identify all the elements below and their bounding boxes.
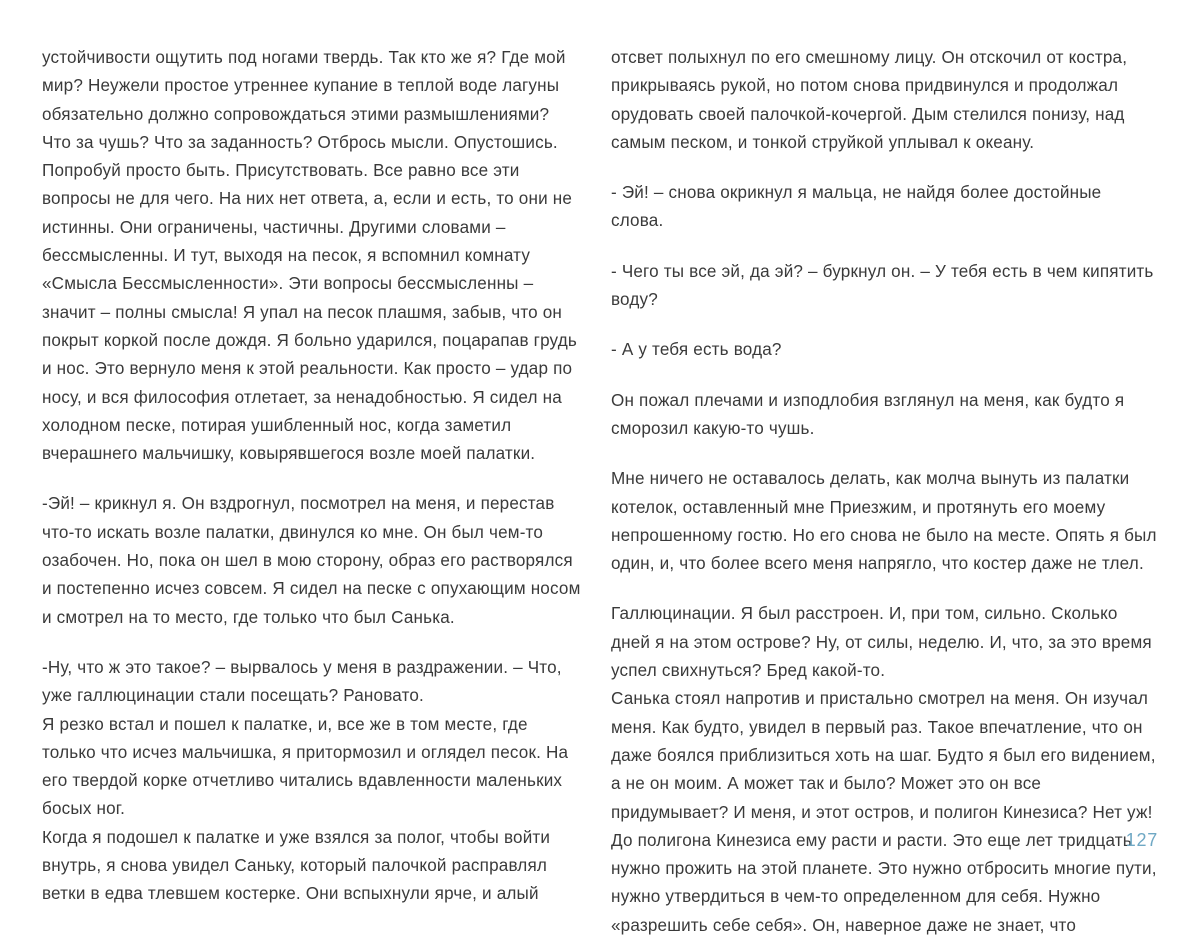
paragraph: Галлюцинации. Я был расстроен. И, при том, сильно. Сколько дней я на этом острове? Ну, от силы, неделю. И, что, за это время успел свихнуться? Бред какой-то.	[611, 604, 1152, 681]
paragraph: -Ну, что ж это такое? – вырвалось у меня в раздражении. – Что, уже галлюцинации стали посещать? Рановато.	[42, 657, 562, 706]
paragraph: Когда я подошел к палатке и уже взялся за полог, чтобы войти внутрь, я снова увидел Саньку, который палочкой расправлял ветки в едва тлевшем костерке. Они вспыхнули ярче, и алый	[42, 827, 551, 904]
right-text-column	[611, 44, 1158, 940]
paragraph: - А у тебя есть вода?	[611, 340, 782, 360]
paragraph: отсвет полыхнул по его смешному лицу. Он отскочил от костра, прикрываясь рукой, но потом снова придвинулся и продолжал орудовать своей палочкой-кочергой. Дым стелился понизу, над самым песком, и тонкой струйкой уплывал к океану.	[611, 48, 1128, 152]
page-number: 127	[1125, 830, 1158, 850]
paragraph: - Чего ты все эй, да эй? – буркнул он. – У тебя есть в чем кипятить воду?	[611, 261, 1154, 310]
paragraph: Мне ничего не оставалось делать, как молча вынуть из палатки котелок, оставленный мне Приезжим, и протянуть его моему непрошенному гостю. Но его снова не было на месте. Опять я был один, и, что более всего меня напрягло, что костер даже не тлел.	[611, 469, 1157, 574]
paragraph: -Эй! – крикнул я. Он вздрогнул, посмотрел на меня, и перестав что-то искать возле палатки, двинулся ко мне. Он был чем-то озабочен. Но, пока он шел в мою сторону, образ его растворялся и постепенно исчез совсем. Я сидел на песке с опухающим носом и смотрел на то место, где только что был Санька.	[42, 494, 581, 627]
paragraph: - Эй! – снова окрикнул я мальца, не найдя более достойные слова.	[611, 183, 1102, 231]
paragraph: Санька стоял напротив и пристально смотрел на меня. Он изучал меня. Как будто, увидел в первый раз. Такое впечатление, что он даже боялся приблизиться хоть на шаг. Будто я был его видением, а не он моим. А может так и было? Может это он все придумывает? И меня, и этот остров, и полигон Кинезиса? Нет уж! До полигона Кинезиса ему расти и расти. Это еще лет тридцать нужно прожить на этой планете. Это нужно отбросить многие пути, нужно утвердиться в чем-то определенном для себя. Нужно «разрешить себе себя». Он, наверное даже не знает, что	[611, 689, 1157, 935]
paragraph: Я резко встал и пошел к палатке, и, все же в том месте, где только что исчез мальчишка, я притормозил и оглядел песок. На его твердой корке отчетливо читались вдавленности маленьких босых ног.	[42, 714, 569, 819]
left-text-column	[42, 44, 583, 909]
paragraph: устойчивости ощутить под ногами твердь. Так кто же я? Где мой мир? Неужели простое утреннее купание в теплой воде лагуны обязательно должно сопровождаться этими размышлениями? Что за чушь? Что за заданность? Отбрось мысли. Опустошись. Попробуй просто быть. Присутствовать. Все равно все эти вопросы не для чего. На них нет ответа, а, если и есть, то они не истинны. Они ограничены, частичны. Другими словами – бессмысленны. И тут, выходя на песок, я вспомнил комнату «Смысла Бессмысленности». Эти вопросы бессмысленны – значит – полны смысла! Я упал на песок плашмя, забыв, что он покрыт коркой после дождя. Я больно ударился, поцарапав грудь и нос. Это вернуло меня к этой реальности. Как просто – удар по носу, и вся философия отлетает, за ненадобностью. Я сидел на холодном песке, потирая ушибленный нос, когда заметил вчерашнего мальчишку, ковырявшегося возле моей палатки.	[42, 48, 577, 464]
paragraph: Он пожал плечами и изподлобия взглянул на меня, как будто я сморозил какую-то чушь.	[611, 390, 1125, 438]
